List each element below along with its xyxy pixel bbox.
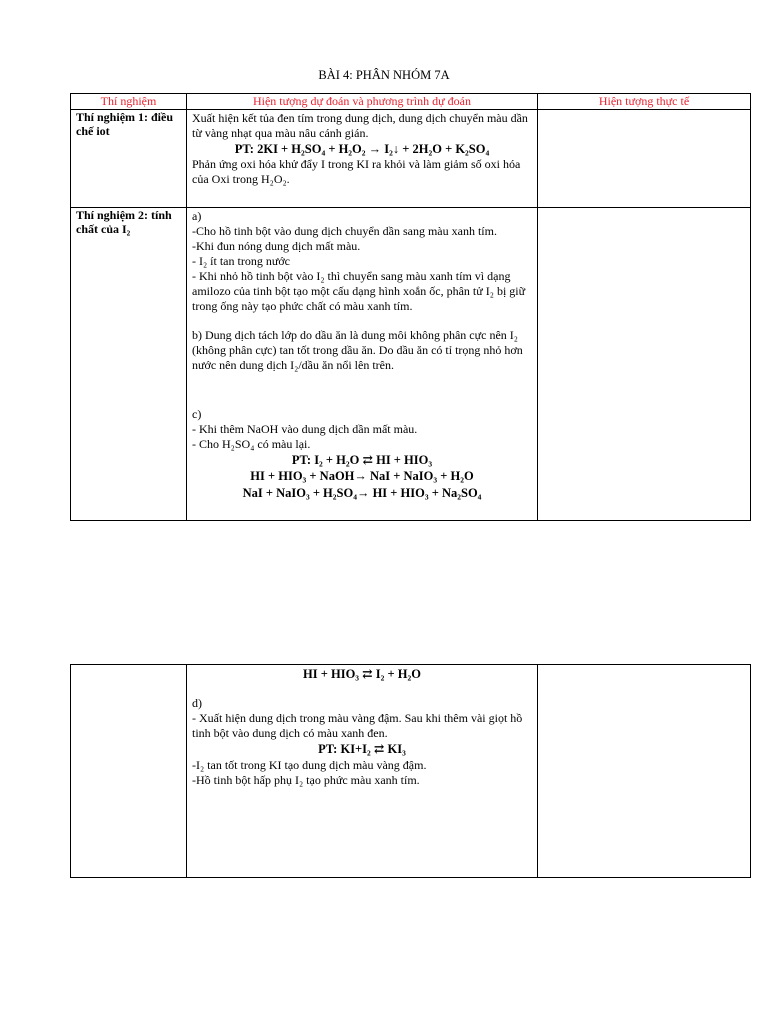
cont-actual-cell [538, 665, 751, 878]
exp1-explanation: Phản ứng oxi hóa khử đẩy I trong KI ra khỏi và làm giảm số oxi hóa của Oxi trong H₂O₂. [192, 157, 521, 187]
exp1-equation: PT: 2KI + H₂SO₄ + H₂O₂ → I₂↓ + 2H₂O + K₂SO₄ [234, 142, 490, 156]
exp2-c1: - Khi thêm NaOH vào dung dịch dần mất màu. [192, 422, 418, 436]
experiment-table-continued [70, 664, 751, 878]
exp2-a-label: a) [192, 209, 202, 223]
exp2-c2: - Cho H₂SO₄ có màu lại. [192, 437, 311, 451]
header-actual: Hiện tượng thực tế [538, 94, 751, 110]
cont-name-cell [71, 665, 187, 878]
cont-d1: - Xuất hiện dung dịch trong màu vàng đậm. Sau khi thêm vài giọt hồ tinh bột vào dung dịch có màu xanh đen. [192, 711, 523, 741]
exp2-equation-1: PT: I₂ + H₂O ⇄ HI + HIO₃ [291, 453, 433, 467]
experiment-table [70, 93, 751, 521]
exp1-name-cell [71, 110, 187, 208]
exp2-a4: - Khi nhỏ hồ tinh bột vào I₂ thì chuyển sang màu xanh tím vì dạng amilozo của tinh bột tạo một cấu dạng hình xoắn ốc, phân tử I₂ bị giữ trong ống này tạo phức chất có màu xanh tím. [192, 269, 526, 313]
exp2-name: Thí nghiệm 2: tính chất của I₂ [76, 208, 172, 236]
table-header-row [71, 94, 751, 110]
header-predicted: Hiện tượng dự đoán và phương trình dự đoán [187, 94, 538, 110]
cont-equation: PT: KI+I₂ ⇄ KI₃ [318, 742, 406, 757]
cont-d2: -I₂ tan tốt trong KI tạo dung dịch màu vàng đậm. [192, 757, 427, 772]
cont-d3: -Hồ tinh bột hấp phụ I₂ tạo phức màu xanh tím. [192, 772, 420, 787]
table-row-exp2 [71, 208, 751, 521]
page-title: BÀI 4: PHÂN NHÓM 7A [318, 68, 450, 82]
exp2-name-cell [71, 208, 187, 521]
exp2-a3: - I₂ ít tan trong nước [192, 254, 291, 268]
exp2-equation-3: NaI + NaIO₃ + H₂SO₄→ HI + HIO₃ + Na₂SO₄ [242, 485, 482, 500]
header-experiment: Thí nghiệm [71, 94, 187, 110]
cont-equation-top: HI + HIO₃ ⇄ I₂ + H₂O [303, 667, 421, 681]
table-row-exp2-continued [71, 665, 751, 878]
exp2-a1: -Cho hồ tinh bột vào dung dịch chuyển dần sang màu xanh tím. [192, 224, 497, 238]
exp2-c-label: c) [192, 407, 202, 421]
exp2-a2: -Khi đun nóng dung dịch mất màu. [192, 239, 361, 253]
cont-predicted-cell [187, 665, 538, 878]
exp1-name: Thí nghiệm 1: điều chế iot [76, 110, 174, 138]
exp2-predicted-cell [187, 208, 538, 521]
exp2-b: b) Dung dịch tách lớp do dầu ăn là dung môi không phân cực nên I₂ (không phân cực) tan tốt trong dầu ăn. Do dầu ăn có tỉ trọng nhỏ hơn nước nên dung dịch I₂/dầu ăn nổi lên trên. [192, 328, 523, 372]
exp2-equation-2: HI + HIO₃ + NaOH→ NaI + NaIO₃ + H₂O [250, 469, 474, 484]
exp1-actual-cell [538, 110, 751, 208]
cont-d-label: d) [192, 696, 202, 711]
exp1-observation: Xuất hiện kết tủa đen tím trong dung dịch, dung dịch chuyển màu dần từ vàng nhạt qua màu nâu cánh gián. [192, 111, 528, 140]
exp2-actual-cell [538, 208, 751, 521]
table-row-exp1 [71, 110, 751, 208]
exp1-predicted-cell [187, 110, 538, 208]
